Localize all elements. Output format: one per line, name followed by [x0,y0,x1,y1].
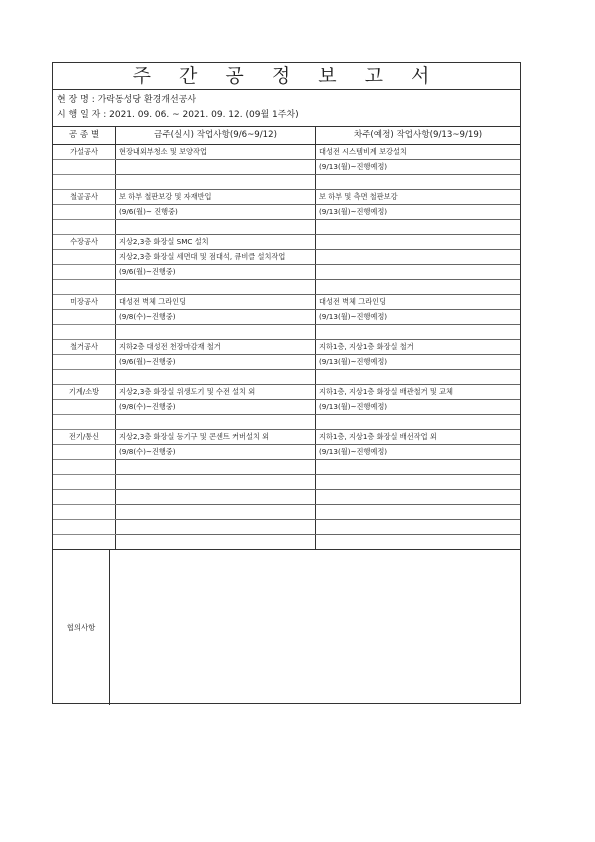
this-week-cell: 지상2,3층 화장실 세면대 및 점대석, 큐비클 설치작업 [116,250,316,265]
next-week-cell [316,505,521,520]
this-week-cell: 보 하부 철판보강 및 자재반입 [116,190,316,205]
period-value: : 2021. 09. 06. ~ 2021. 09. 12. (09월 1주차) [103,110,299,120]
next-week-cell: (9/13(월)~진행예정) [316,355,521,370]
trade-cell [53,205,116,220]
next-week-cell [316,325,521,340]
this-week-cell [116,520,316,535]
this-week-cell: (9/6(월)~ 진행중) [116,205,316,220]
table-body [53,145,520,550]
this-week-cell [116,475,316,490]
trade-cell [53,535,116,550]
next-week-cell: 대성전 벽체 그라인딩 [316,295,521,310]
trade-cell [53,160,116,175]
trade-cell [53,505,116,520]
trade-cell [53,520,116,535]
report-sheet [52,62,521,704]
this-week-cell: 지하2층 대성전 천장마감재 철거 [116,340,316,355]
next-week-cell: (9/13(월)~진행예정) [316,160,521,175]
trade-cell: 미장공사 [53,295,116,310]
table-row [53,370,520,385]
trade-cell [53,475,116,490]
next-week-cell [316,280,521,295]
table-row [53,175,520,190]
table-row [53,145,520,160]
trade-cell [53,460,116,475]
this-week-cell: 지상2,3층 화장실 SMC 설치 [116,235,316,250]
this-week-cell: (9/8(수)~진행중) [116,310,316,325]
this-week-cell [116,415,316,430]
trade-cell [53,310,116,325]
next-week-cell [316,520,521,535]
trade-cell [53,265,116,280]
next-week-cell [316,490,521,505]
this-week-cell [116,535,316,550]
trade-cell [53,355,116,370]
table-row [53,265,520,280]
table-row [53,460,520,475]
next-week-cell: (9/13(월)~진행예정) [316,205,521,220]
this-week-cell: 지상2,3층 화장실 등기구 및 콘센트 커버설치 외 [116,430,316,445]
table-row [53,190,520,205]
this-week-cell: 현장내외부청소 및 보양작업 [116,145,316,160]
trade-cell [53,280,116,295]
this-week-cell [116,175,316,190]
trade-cell: 철골공사 [53,190,116,205]
table-row [53,220,520,235]
next-week-cell [316,175,521,190]
next-week-cell: 지하1층, 지상1층 화장실 배관철거 및 교체 [316,385,521,400]
trade-cell [53,325,116,340]
this-week-cell [116,325,316,340]
this-week-cell: (9/6(월)~진행중) [116,265,316,280]
period-label: 시 행 일 자 [57,110,101,120]
trade-cell: 철거공사 [53,340,116,355]
this-week-cell [116,490,316,505]
trade-cell [53,220,116,235]
next-week-cell [316,475,521,490]
next-week-cell [316,220,521,235]
trade-cell: 가설공사 [53,145,116,160]
table-row [53,280,520,295]
table-row [53,475,520,490]
remarks-label: 협의사항 [53,550,110,705]
table-row [53,310,520,325]
header-this-week: 금주(실시) 작업사항(9/6~9/12) [116,127,316,145]
trade-cell [53,400,116,415]
this-week-cell: (9/8(수)~진행중) [116,400,316,415]
table-row [53,355,520,370]
work-table [53,126,520,550]
table-row [53,415,520,430]
trade-cell [53,175,116,190]
trade-cell [53,445,116,460]
this-week-cell [116,460,316,475]
table-row [53,505,520,520]
this-week-cell [116,160,316,175]
trade-cell [53,415,116,430]
table-row [53,340,520,355]
table-row [53,295,520,310]
next-week-cell: 보 하부 및 측면 철판보강 [316,190,521,205]
table-row [53,250,520,265]
table-row [53,205,520,220]
table-row [53,445,520,460]
table-row [53,160,520,175]
next-week-cell: (9/13(월)~진행예정) [316,310,521,325]
table-header [53,127,520,145]
this-week-cell: (9/8(수)~진행중) [116,445,316,460]
header-next-week: 차주(예정) 작업사항(9/13~9/19) [316,127,521,145]
this-week-cell: (9/6(월)~진행중) [116,355,316,370]
header-trade: 공 종 별 [53,127,116,145]
site-line [57,93,196,107]
trade-cell [53,490,116,505]
this-week-cell [116,280,316,295]
trade-cell: 기계/소방 [53,385,116,400]
table-row [53,520,520,535]
next-week-cell [316,535,521,550]
table-row [53,400,520,415]
next-week-cell [316,265,521,280]
this-week-cell [116,370,316,385]
next-week-cell: 지하1층, 지상1층 화장실 철거 [316,340,521,355]
next-week-cell [316,415,521,430]
this-week-cell: 지상2,3층 화장실 위생도기 및 수전 설치 외 [116,385,316,400]
next-week-cell [316,460,521,475]
next-week-cell [316,250,521,265]
next-week-cell [316,235,521,250]
table-row [53,535,520,550]
next-week-cell [316,370,521,385]
trade-cell: 수장공사 [53,235,116,250]
table-row [53,235,520,250]
site-label: 현 장 명 [57,95,89,105]
remarks-section [53,549,520,705]
this-week-cell: 대성전 벽체 그라인딩 [116,295,316,310]
period-line [57,108,299,122]
next-week-cell: 지하1층, 지상1층 화장실 배선작업 외 [316,430,521,445]
next-week-cell: (9/13(월)~진행예정) [316,445,521,460]
this-week-cell [116,220,316,235]
table-row [53,490,520,505]
next-week-cell: (9/13(월)~진행예정) [316,400,521,415]
table-row [53,385,520,400]
this-week-cell [116,505,316,520]
report-title: 주 간 공 정 보 고 서 [53,63,520,90]
site-value: : 가락동성당 환경개선공사 [91,95,197,105]
next-week-cell: 대성전 시스템비계 보강설치 [316,145,521,160]
trade-cell [53,250,116,265]
table-row [53,325,520,340]
table-row [53,430,520,445]
trade-cell: 전기/통신 [53,430,116,445]
trade-cell [53,370,116,385]
